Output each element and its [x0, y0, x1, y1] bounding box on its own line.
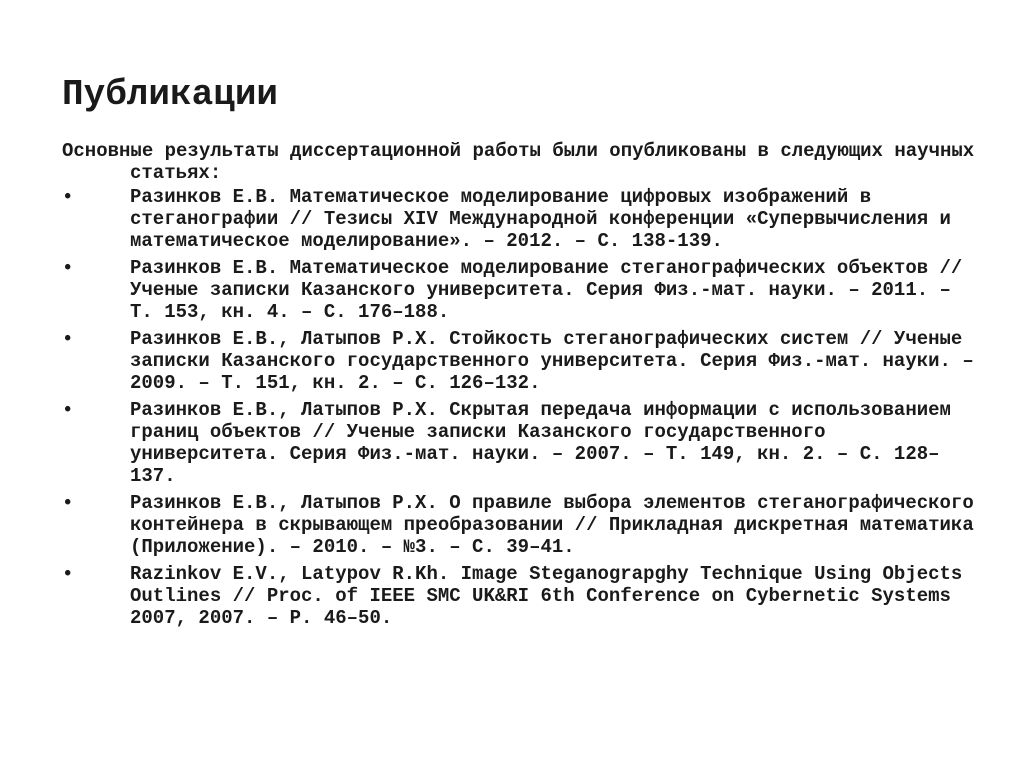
bullet-icon: • [62, 257, 74, 279]
publication-item [62, 492, 982, 558]
publication-text: Razinkov E.V., Latypov R.Kh. Image Steganograpghy Technique Using Objects Outlines // Proc. of IEEE SMC UK&RI 6th Conference on Cybernetic Systems 2007, 2007. – P. 46–50. [130, 563, 963, 629]
publication-item [62, 257, 982, 323]
bullet-icon: • [62, 492, 74, 514]
publication-list [62, 186, 982, 629]
publication-text: Разинков Е.В., Латыпов Р.Х. О правиле выбора элементов стеганографического контейнера в скрывающем преобразовании // Прикладная дискретная математика (Приложение). – 2010. – №3. – С. 39–41. [130, 492, 974, 558]
publication-item [62, 399, 982, 487]
publication-text: Разинков Е.В., Латыпов Р.Х. Стойкость стеганографических систем // Ученые записки Казанского государственного университета. Серия Физ.-мат. науки. – 2009. – Т. 151, кн. 2. – С. 126–132. [130, 328, 974, 394]
publication-text: Разинков Е.В. Математическое моделирование стеганографических объектов // Ученые записки Казанского университета. Серия Физ.-мат. науки. – 2011. – Т. 153, кн. 4. – С. 176–188. [130, 257, 963, 323]
slide-title: Публикации [62, 74, 279, 115]
bullet-icon: • [62, 399, 74, 421]
publication-item [62, 328, 982, 394]
publication-item [62, 186, 982, 252]
publication-text: Разинков Е.В., Латыпов Р.Х. Скрытая передача информации с использованием границ объектов // Ученые записки Казанского государственного университета. Серия Физ.-мат. науки. – 2007. – Т. 149, кн. 2. – С. 128–137. [130, 399, 951, 487]
publication-text: Разинков Е.В. Математическое моделирование цифровых изображений в стеганографии // Тезисы XIV Международной конференции «Супервычисления и математическое моделирование». – 2012. – С. 138-139. [130, 186, 951, 252]
bullet-icon: • [62, 328, 74, 350]
publication-item [62, 563, 982, 629]
bullet-icon: • [62, 563, 74, 585]
bullet-icon: • [62, 186, 74, 208]
intro-text: Основные результаты диссертационной работы были опубликованы в следующих научных статьях: [62, 140, 975, 184]
slide-content [62, 140, 982, 634]
